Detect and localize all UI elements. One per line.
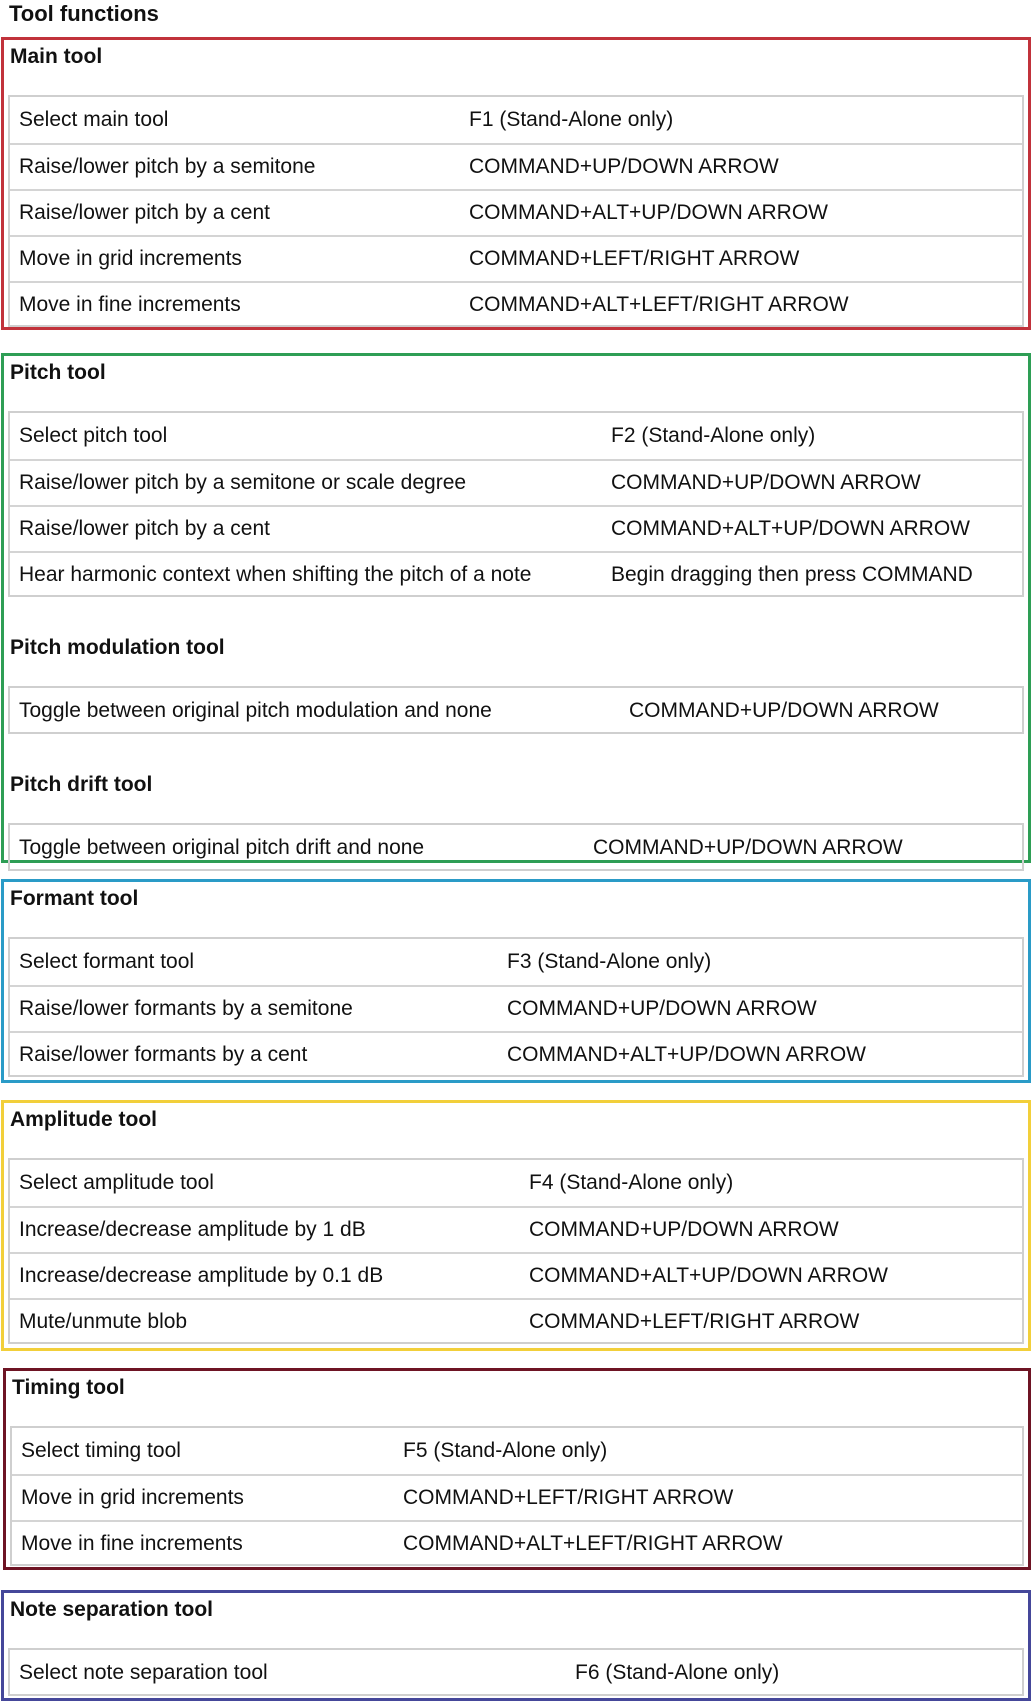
function-label: Raise/lower formants by a cent [19,1043,308,1066]
table-row [10,1160,1022,1206]
section-heading: Amplitude tool [10,1108,157,1131]
function-label: Hear harmonic context when shifting the pitch of a note [19,563,532,586]
shortcut-table [8,1158,1024,1344]
table-row [12,1428,1022,1474]
shortcut-key: COMMAND+UP/DOWN ARROW [593,836,903,859]
table-row [10,97,1022,143]
shortcut-key: Begin dragging then press COMMAND [611,563,973,586]
section-heading: Note separation tool [10,1598,214,1621]
table-row [10,505,1022,551]
function-label: Raise/lower pitch by a cent [19,517,270,540]
section-formant-tool [1,879,1031,1083]
function-label: Raise/lower pitch by a cent [19,201,270,224]
shortcut-table [8,411,1024,597]
shortcut-key: COMMAND+ALT+UP/DOWN ARROW [469,201,828,224]
shortcut-key: COMMAND+UP/DOWN ARROW [611,471,921,494]
table-row [10,459,1022,505]
shortcut-key: F3 (Stand-Alone only) [507,950,712,973]
shortcut-key: COMMAND+LEFT/RIGHT ARROW [403,1486,734,1509]
section-heading: Pitch drift tool [10,773,153,796]
table-row [10,1298,1022,1344]
shortcut-key: COMMAND+ALT+LEFT/RIGHT ARROW [469,293,849,316]
section-note-separation-tool [1,1590,1031,1701]
function-label: Raise/lower formants by a semitone [19,997,353,1020]
function-label: Move in grid increments [21,1486,244,1509]
function-label: Mute/unmute blob [19,1310,188,1333]
function-label: Move in fine increments [21,1532,243,1555]
shortcut-key: COMMAND+ALT+UP/DOWN ARROW [529,1264,888,1287]
function-label: Select amplitude tool [19,1171,214,1194]
table-row [10,189,1022,235]
function-label: Toggle between original pitch modulation and none [19,699,492,722]
shortcut-key: F1 (Stand-Alone only) [469,108,674,131]
function-label: Select pitch tool [19,424,168,447]
section-timing-tool [3,1368,1031,1570]
function-label: Move in grid increments [19,247,242,270]
table-row [10,413,1022,459]
section-heading: Pitch tool [10,361,106,384]
shortcut-key: COMMAND+LEFT/RIGHT ARROW [469,247,800,270]
shortcut-key: F2 (Stand-Alone only) [611,424,816,447]
function-label: Increase/decrease amplitude by 0.1 dB [19,1264,384,1287]
section-heading: Main tool [10,45,103,68]
shortcut-key: COMMAND+LEFT/RIGHT ARROW [529,1310,860,1333]
function-label: Increase/decrease amplitude by 1 dB [19,1218,366,1241]
shortcut-table [8,1648,1024,1696]
shortcut-table [8,937,1024,1077]
function-label: Select timing tool [21,1439,181,1462]
section-heading: Timing tool [12,1376,125,1399]
shortcut-key: F5 (Stand-Alone only) [403,1439,608,1462]
table-row [10,825,1022,871]
table-row [10,688,1022,734]
shortcut-key: COMMAND+ALT+UP/DOWN ARROW [507,1043,866,1066]
table-row [10,551,1022,597]
shortcut-table [8,686,1024,734]
table-row [10,1252,1022,1298]
shortcut-key: COMMAND+UP/DOWN ARROW [529,1218,839,1241]
section-main-tool [1,37,1031,330]
function-label: Raise/lower pitch by a semitone [19,155,316,178]
table-row [10,939,1022,985]
shortcut-table [8,823,1024,871]
table-row [10,281,1022,327]
page-title: Tool functions [9,1,159,26]
table-row [10,1650,1022,1696]
section-heading: Formant tool [10,887,139,910]
function-label: Raise/lower pitch by a semitone or scale degree [19,471,467,494]
function-label: Select note separation tool [19,1661,268,1684]
shortcut-table [8,95,1024,327]
section-heading: Pitch modulation tool [10,636,225,659]
table-row [10,235,1022,281]
shortcut-key: COMMAND+ALT+UP/DOWN ARROW [611,517,970,540]
section-amplitude-tool [1,1100,1031,1351]
function-label: Select main tool [19,108,169,131]
table-row [10,1206,1022,1252]
shortcut-table [10,1426,1024,1566]
function-label: Select formant tool [19,950,195,973]
shortcut-key: F6 (Stand-Alone only) [575,1661,780,1684]
table-row [10,1031,1022,1077]
shortcut-key: COMMAND+ALT+LEFT/RIGHT ARROW [403,1532,783,1555]
shortcut-key: F4 (Stand-Alone only) [529,1171,734,1194]
function-label: Move in fine increments [19,293,241,316]
table-row [10,985,1022,1031]
table-row [12,1520,1022,1566]
function-label: Toggle between original pitch drift and none [19,836,425,859]
section-pitch-tool [1,353,1031,863]
shortcut-key: COMMAND+UP/DOWN ARROW [507,997,817,1020]
shortcut-key: COMMAND+UP/DOWN ARROW [469,155,779,178]
shortcut-key: COMMAND+UP/DOWN ARROW [629,699,939,722]
table-row [10,143,1022,189]
table-row [12,1474,1022,1520]
